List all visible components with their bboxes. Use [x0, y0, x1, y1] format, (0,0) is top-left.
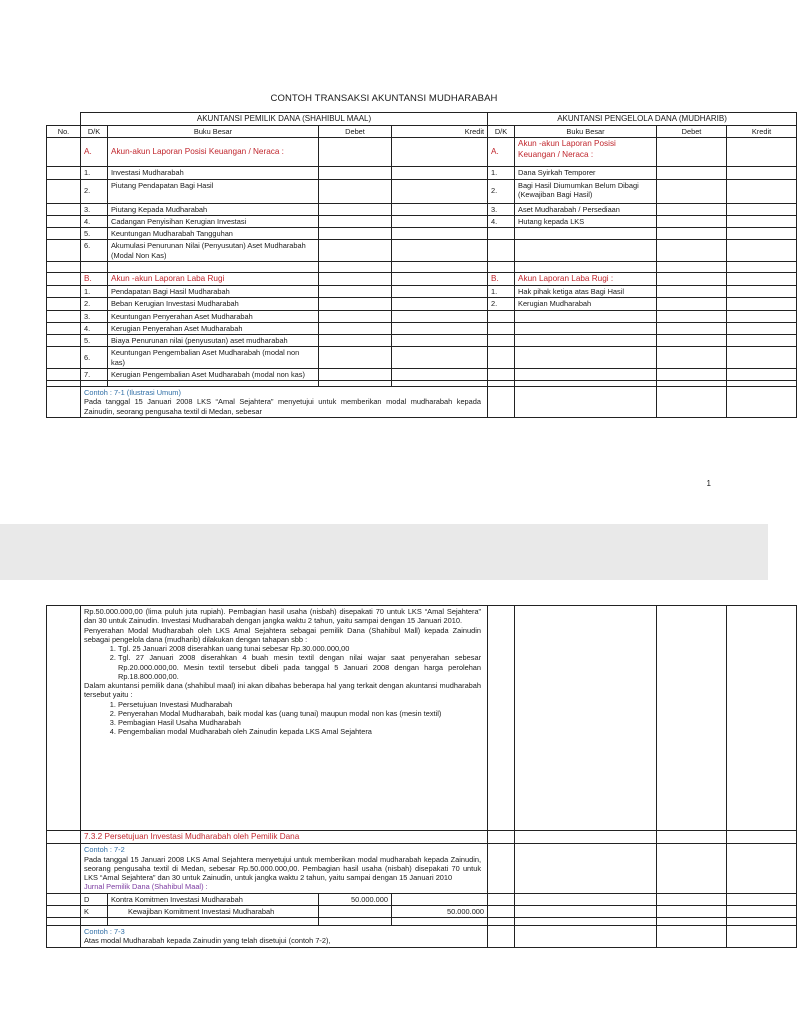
column-header-row: [47, 126, 797, 138]
col-dk: D/K: [81, 126, 108, 138]
col-dk-right: D/K: [488, 126, 515, 138]
section-b-row: [47, 272, 797, 285]
col-kredit: Kredit: [392, 126, 488, 138]
right-section-header: AKUNTANSI PENGELOLA DANA (MUDHARIB): [488, 113, 797, 126]
account-name-right: Kerugian Mudharabah: [515, 298, 657, 310]
row-number-right: 1.: [488, 167, 515, 179]
row-number-right: 1.: [488, 286, 515, 298]
section-a-letter-right: A.: [488, 138, 515, 167]
journal-account: Kontra Komitmen Investasi Mudharabah: [108, 893, 319, 905]
contoh-row: [47, 926, 797, 948]
table-header-row: [47, 113, 797, 126]
journal-account: Kewajiban Komitment Investasi Mudharabah: [108, 905, 319, 917]
contoh-72-cell: [81, 844, 488, 893]
page-number: 1: [706, 479, 711, 488]
journal-dk: K: [81, 905, 108, 917]
account-name: Keuntungan Pengembalian Aset Mudharabah (modal non kas): [108, 347, 319, 369]
contoh-71-cell: [81, 387, 488, 418]
contoh-71-text: Pada tanggal 15 Januari 2008 LKS “Amal Sejahtera” menyetujui untuk memberikan modal mudharabah kepada Zainudin, seorang pengusaha textil di Medan, sebesar: [84, 397, 482, 416]
document-page-1: [0, 0, 772, 524]
table-row: [47, 228, 797, 240]
narrative-paragraph: Dalam akuntansi pemilik dana (shahibul maal) ini akan dibahas beberapa hal yang terkait dengan akuntansi mudharabah tersebut yaitu :: [84, 681, 482, 700]
row-number: 1.: [81, 286, 108, 298]
contoh-73-text: Atas modal Mudharabah kepada Zainudin yang telah disetujui (contoh 7-2),: [84, 936, 331, 946]
account-name-right: Aset Mudharabah / Persediaan: [515, 203, 657, 215]
col-debet-right: Debet: [657, 126, 727, 138]
table-row: [47, 215, 797, 227]
row-number: 5.: [81, 228, 108, 240]
topics-list: [84, 700, 481, 737]
journal-kredit: [392, 893, 488, 905]
table-row: [47, 240, 797, 262]
left-section-header: AKUNTANSI PEMILIK DANA (SHAHIBUL MAAL): [81, 113, 488, 126]
row-number: 1.: [81, 167, 108, 179]
col-kredit-right: Kredit: [727, 126, 797, 138]
section-b-letter-right: B.: [488, 272, 515, 285]
journal-dk: D: [81, 893, 108, 905]
narrative-row: [47, 606, 797, 831]
account-name: Cadangan Penyisihan Kerugian Investasi: [108, 215, 319, 227]
account-name-right: Dana Syirkah Temporer: [515, 167, 657, 179]
account-name: Kerugian Penyerahan Aset Mudharabah: [108, 322, 319, 334]
row-number: 5.: [81, 335, 108, 347]
account-name-right: Hutang kepada LKS: [515, 215, 657, 227]
contoh-71-title: Contoh : 7-1 (Ilustrasi Umum): [84, 388, 181, 397]
row-number: 2.: [81, 179, 108, 203]
transaction-table: [46, 112, 797, 418]
account-name-right: Hak pihak ketiga atas Bagi Hasil: [515, 286, 657, 298]
col-no: No.: [47, 126, 81, 138]
table-row: [47, 203, 797, 215]
table-row: [47, 286, 797, 298]
narrative-paragraph: Rp.50.000.000,00 (lima puluh juta rupiah). Pembagian hasil usaha (nisbah) disepakati 70 untuk LKS “Amal Sejahtera” dan 30 untuk Zainudin. Investasi Mudharabah dengan jangka waktu 2 tahun, yaitu sampai dengan 15 Januari 2010.: [84, 607, 482, 626]
jurnal-title: Jurnal Pemilik Dana (Shahibul Maal) :: [84, 882, 208, 892]
table-row: [47, 322, 797, 334]
table-row: [47, 347, 797, 369]
journal-debet: 50.000.000: [319, 893, 392, 905]
row-number-right: 4.: [488, 215, 515, 227]
row-number: 4.: [81, 215, 108, 227]
section-b-letter: B.: [81, 272, 108, 285]
col-buku-besar-right: Buku Besar: [515, 126, 657, 138]
account-name: Piutang Kepada Mudharabah: [108, 203, 319, 215]
account-name: Pendapatan Bagi Hasil Mudharabah: [108, 286, 319, 298]
contoh-73-title: Contoh : 7-3: [84, 927, 125, 936]
document-page-2: [0, 580, 768, 1024]
empty-row: [47, 918, 797, 926]
journal-row: [47, 893, 797, 905]
journal-row: [47, 905, 797, 917]
row-number: 7.: [81, 368, 108, 380]
row-number-right: 2.: [488, 179, 515, 203]
row-number: 3.: [81, 203, 108, 215]
narrative-cell: [81, 606, 488, 831]
page-separator: [0, 524, 768, 580]
col-debet: Debet: [319, 126, 392, 138]
contoh-72-text: Pada tanggal 15 Januari 2008 LKS Amal Sejahtera menyetujui untuk memberikan modal mudharabah kepada Zainudin, seorang pengusaha textil di Medan, sebesar Rp.50.000.000,00. Pembagian hasil usaha (nisbah) disepakati 70 untuk LKS “Amal Sejahtera” dan 30 untuk Zainudin, untuk jangka waktu 2 tahun, yaitu sampai dengan 15 Januari 2010: [84, 854, 482, 882]
list-item: 3. Pembagian Hasil Usaha Mudharabah: [118, 718, 481, 727]
account-name: Beban Kerugian Investasi Mudharabah: [108, 298, 319, 310]
list-item: 1. Persetujuan Investasi Mudharabah: [118, 700, 481, 709]
contoh-72-title: Contoh : 7-2: [84, 845, 125, 855]
row-number: 6.: [81, 347, 108, 369]
contoh-row: [47, 844, 797, 893]
account-name: Biaya Penurunan nilai (penyusutan) aset mudharabah: [108, 335, 319, 347]
list-item: 2. Tgl. 27 Januari 2008 diserahkan 4 buah mesin textil dengan nilai wajar saat penyerahan sebesar Rp.20.000.000,00. Mesin textil tersebut dibeli pada tanggal 5 Januari 2008 dengan harga perolehan Rp.18.800.000,00.: [118, 653, 481, 681]
account-name: Investasi Mudharabah: [108, 167, 319, 179]
account-name: Keuntungan Penyerahan Aset Mudharabah: [108, 310, 319, 322]
document-title: CONTOH TRANSAKSI AKUNTANSI MUDHARABAH: [270, 93, 498, 104]
section-732-heading: 7.3.2 Persetujuan Investasi Mudharabah oleh Pemilik Dana: [81, 831, 488, 844]
contoh-row: [47, 387, 797, 418]
table-row: [47, 179, 797, 203]
section-b-title-right: Akun Laporan Laba Rugi :: [515, 272, 657, 285]
section-a-title-right: Akun -akun Laporan Posisi Keuangan / Neraca :: [515, 138, 657, 167]
col-buku-besar: Buku Besar: [108, 126, 319, 138]
narrative-paragraph: Penyerahan Modal Mudharabah oleh LKS Amal Sejahtera sebagai pemilik Dana (Shahibul Mall) kepada Zainudin sebagai pengelola dana (mudharib) dilakukan dengan tahapan sbb :: [84, 625, 482, 644]
continuation-table: [46, 605, 797, 948]
row-number: 2.: [81, 298, 108, 310]
account-name: Keuntungan Mudharabah Tangguhan: [108, 228, 319, 240]
journal-kredit: 50.000.000: [392, 905, 488, 917]
account-name-right: Bagi Hasil Diumumkan Belum Dibagi (Kewajiban Bagi Hasil): [515, 179, 657, 203]
account-name: Piutang Pendapatan Bagi Hasil: [108, 179, 319, 203]
tahapan-list: [84, 644, 481, 681]
table-row: [47, 298, 797, 310]
section-heading-row: [47, 831, 797, 844]
row-number: 3.: [81, 310, 108, 322]
account-name: Akumulasi Penurunan Nilai (Penyusutan) Aset Mudharabah (Modal Non Kas): [108, 240, 319, 262]
list-item: 2. Penyerahan Modal Mudharabah, baik modal kas (uang tunai) maupun modal non kas (mesin textil): [118, 709, 481, 718]
journal-debet: [319, 905, 392, 917]
row-number-right: 2.: [488, 298, 515, 310]
account-name: Kerugian Pengembalian Aset Mudharabah (modal non kas): [108, 368, 319, 380]
section-b-title: Akun -akun Laporan Laba Rugi: [108, 272, 319, 285]
row-number: 4.: [81, 322, 108, 334]
table-row: [47, 167, 797, 179]
contoh-73-cell: [81, 926, 488, 948]
section-a-letter: A.: [81, 138, 108, 167]
table-row: [47, 310, 797, 322]
row-number-right: 3.: [488, 203, 515, 215]
section-a-row: [47, 138, 797, 167]
table-row: [47, 368, 797, 380]
list-item: 1. Tgl. 25 Januari 2008 diserahkan uang tunai sebesar Rp.30.000.000,00: [118, 644, 481, 653]
section-a-title: Akun-akun Laporan Posisi Keuangan / Neraca :: [108, 138, 319, 167]
row-number: 6.: [81, 240, 108, 262]
table-row: [47, 335, 797, 347]
list-item: 4. Pengembalian modal Mudharabah oleh Zainudin kepada LKS Amal Sejahtera: [118, 727, 481, 736]
empty-row: [47, 261, 797, 272]
